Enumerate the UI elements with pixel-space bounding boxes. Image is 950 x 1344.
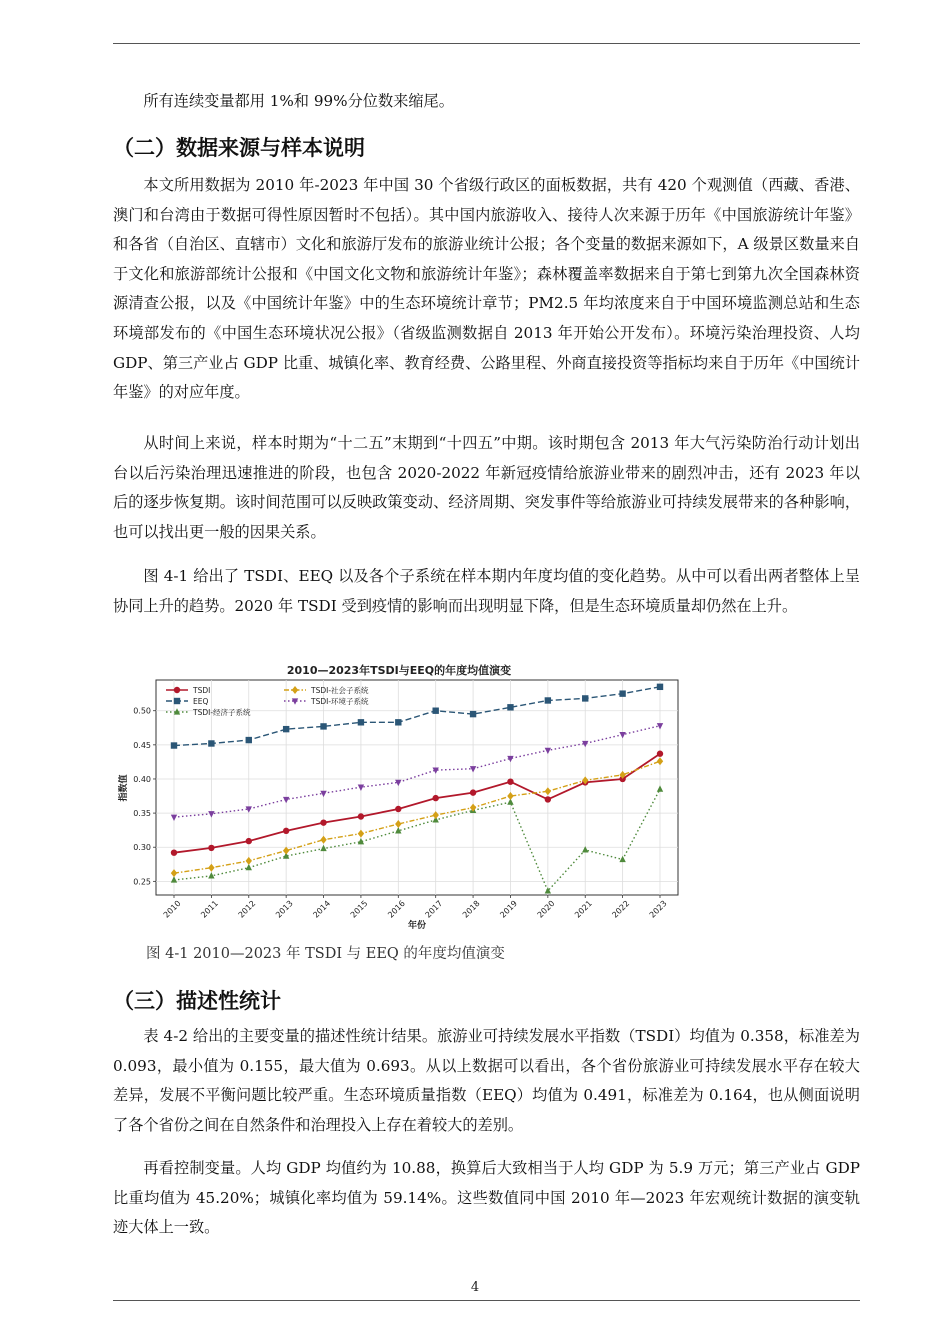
y-tick-label: 0.30 — [133, 843, 151, 853]
y-tick-label: 0.25 — [133, 877, 151, 887]
data-point — [582, 695, 588, 701]
data-point — [470, 711, 476, 717]
data-point — [432, 708, 438, 714]
x-tick-label: 2022 — [610, 898, 632, 920]
line-chart — [112, 660, 684, 932]
data-point — [395, 719, 401, 725]
data-point — [657, 684, 663, 690]
legend-marker — [174, 687, 180, 693]
section-heading-descriptive: （三）描述性统计 — [113, 989, 281, 1013]
data-point — [619, 690, 625, 696]
data-point — [507, 704, 513, 710]
x-tick-label: 2021 — [573, 898, 594, 920]
x-tick-label: 2010 — [161, 898, 183, 920]
x-tick-labels — [162, 895, 669, 920]
y-tick-labels — [133, 707, 156, 887]
section-heading-data-source: （二）数据来源与样本说明 — [113, 136, 365, 160]
x-tick-label: 2020 — [535, 898, 557, 920]
x-tick-label: 2014 — [311, 898, 333, 920]
x-tick-label: 2018 — [460, 898, 482, 920]
legend-label: TSDI-环境子系统 — [311, 697, 369, 706]
data-point — [171, 742, 177, 748]
y-axis-label: 指数值 — [119, 774, 129, 802]
paragraph-control-vars: 再看控制变量。人均 GDP 均值约为 10.88，换算后大致相当于人均 GDP 为 5.9 万元；第三产业占 GDP 比重均值为 45.20%；城镇化率均值为 59.14%。这些数值同中国 2010 年—2023 年宏观统计数据的演变轨迹大体上一致。 — [113, 1159, 860, 1237]
figure-4-1 — [112, 660, 684, 932]
legend-label: TSDI — [193, 686, 211, 695]
data-point — [283, 828, 289, 834]
y-tick-label: 0.50 — [133, 706, 151, 716]
data-point — [358, 813, 364, 819]
x-tick-label: 2017 — [423, 898, 445, 920]
figure-caption: 图 4-1 2010—2023 年 TSDI 与 EEQ 的年度均值演变 — [146, 946, 505, 962]
y-tick-label: 0.45 — [133, 740, 151, 750]
footer-rule — [113, 1300, 860, 1301]
data-point — [507, 778, 513, 784]
data-point — [246, 838, 252, 844]
header-rule — [113, 43, 860, 44]
data-point — [283, 726, 289, 732]
paragraph-descriptive-stats: 表 4-2 给出的主要变量的描述性统计结果。旅游业可持续发展水平指数（TSDI）均值为 0.358，标准差为 0.093，最小值为 0.155，最大值为 0.693。从以上数据可以看出，各个省份旅游业可持续发展水平存在较大差异，发展不平衡问题比较严重。生态环境质量指数（EEQ）均值为 0.491，标准差为 0.164，也从侧面说明了各个省份之间在自然条件和治理投入上存在着较大的差别。 — [113, 1027, 860, 1134]
data-point — [171, 849, 177, 855]
data-point — [432, 795, 438, 801]
x-tick-label: 2019 — [498, 898, 520, 920]
chart-title: 2010—2023年TSDI与EEQ的年度均值演变 — [286, 664, 512, 677]
data-point — [208, 740, 214, 746]
x-tick-label: 2015 — [348, 898, 370, 920]
legend-label: EEQ — [193, 697, 209, 706]
data-point — [395, 806, 401, 812]
y-tick-label: 0.35 — [133, 809, 151, 819]
data-point — [470, 789, 476, 795]
legend-label: TSDI-社会子系统 — [311, 686, 369, 695]
data-point — [545, 697, 551, 703]
x-tick-label: 2013 — [274, 898, 295, 920]
paragraph-data-source: 本文所用数据为 2010 年-2023 年中国 30 个省级行政区的面板数据，共有 420 个观测值（西藏、香港、澳门和台湾由于数据可得性原因暂时不包括）。其中国内旅游收入、接待人次来源于历年《中国旅游统计年鉴》和各省（自治区、直辖市）文化和旅游厅发布的旅游业统计公报；各个变量的数据来源如下，A 级景区数量来自于文化和旅游部统计公报和《中国文化文物和旅游统计年鉴》；森林覆盖率数据来自于第七到第九次全国森林资源清查公报，以及《中国统计年鉴》中的生态环境统计章节；PM2.5 年均浓度来自于中国环境监测总站和生态环境部发布的《中国生态环境状况公报》（省级监测数据自 2013 年开始公开发布）。环境污染治理投资、人均 GDP、第三产业占 GDP 比重、城镇化率、教育经费、公路里程、外商直接投资等指标均来自于历年《中国统计年鉴》的对应年度。 — [113, 176, 860, 402]
x-tick-label: 2023 — [647, 898, 669, 920]
page-number: 4 — [470, 1280, 480, 1295]
data-point — [320, 723, 326, 729]
data-point — [545, 796, 551, 802]
data-point — [657, 751, 663, 757]
data-point — [320, 819, 326, 825]
data-point — [246, 737, 252, 743]
data-point — [208, 845, 214, 851]
paragraph-winsorize: 所有连续变量都用 1%和 99%分位数来缩尾。 — [143, 92, 454, 110]
x-tick-label: 2011 — [199, 898, 220, 920]
x-tick-label: 2012 — [236, 898, 258, 920]
x-tick-label: 2016 — [386, 898, 407, 920]
legend-marker — [174, 698, 180, 704]
y-tick-label: 0.40 — [133, 774, 151, 784]
x-axis-label: 年份 — [407, 921, 427, 931]
paragraph-figure-intro: 图 4-1 给出了 TSDI、EEQ 以及各个子系统在样本期内年度均值的变化趋势。从中可以看出两者整体上呈协同上升的趋势。2020 年 TSDI 受到疫情的影响而出现明显下降，但是生态环境质量却仍然在上升。 — [113, 567, 860, 615]
legend-label: TSDI-经济子系统 — [193, 708, 251, 717]
data-point — [358, 719, 364, 725]
paragraph-sample-period: 从时间上来说，样本时期为“十二五”末期到“十四五”中期。该时期包含 2013 年大气污染防治行动计划出台以后污染治理迅速推进的阶段，也包含 2020-2022 年新冠疫情给旅游业带来的剧烈冲击，还有 2023 年以后的逐步恢复期。该时间范围可以反映政策变动、经济周期、突发事件等给旅游业可持续发展带来的各种影响，也可以找出更一般的因果关系。 — [113, 434, 860, 541]
